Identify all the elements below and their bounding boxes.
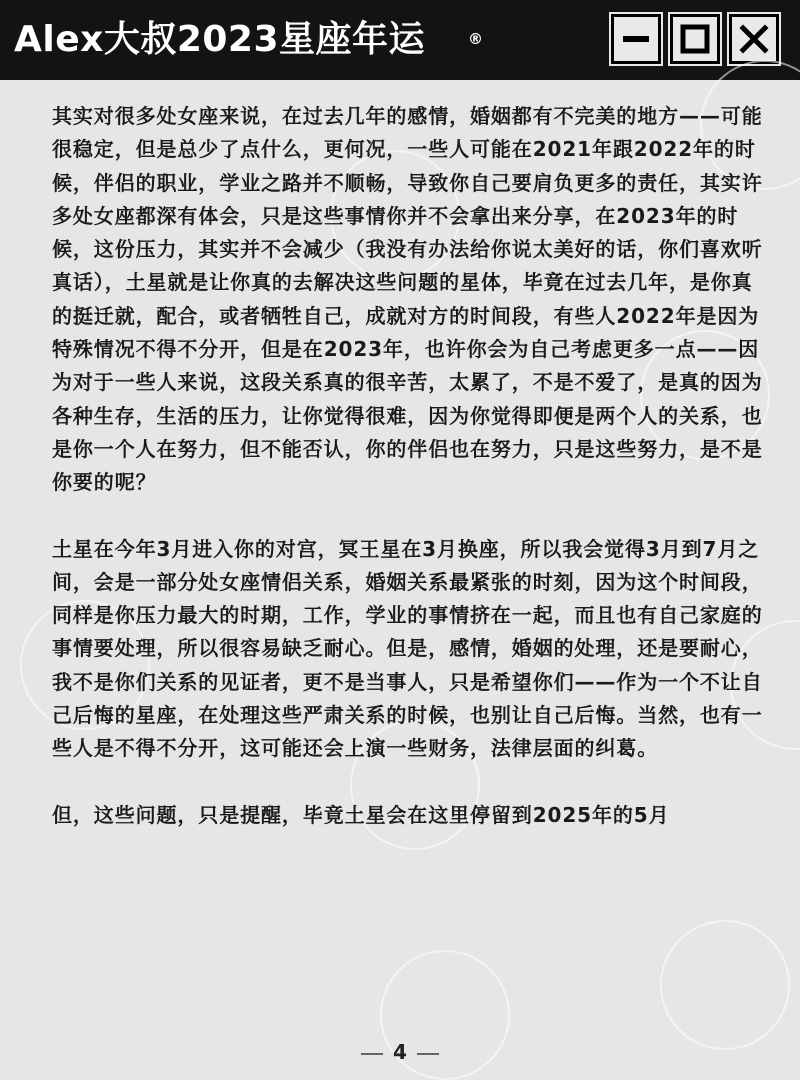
footer-dash-right: [417, 1053, 439, 1055]
close-button[interactable]: [729, 14, 779, 64]
article-body: [52, 100, 764, 832]
minimize-icon: [614, 17, 658, 61]
maximize-icon: [673, 17, 717, 61]
paragraph: 土星在今年3月进入你的对宫，冥王星在3月换座，所以我会觉得3月到7月之间，会是一部分处女座情侣关系，婚姻关系最紧张的时刻，因为这个时间段，同样是你压力最大的时期，工作，学业的事情挤在一起，而且也有自己家庭的事情要处理，所以很容易缺乏耐心。但是，感情，婚姻的处理，还是要耐心，我不是你们关系的见证者，更不是当事人，只是希望你们——作为一个不让自己后悔的星座，在处理这些严肃关系的时候，也别让自己后悔。当然，也有一些人是不得不分开，这可能还会上演一些财务，法律层面的纠葛。: [52, 536, 763, 761]
watermark-circle: [660, 920, 790, 1050]
registered-mark: ®: [468, 30, 483, 48]
page-number: 4: [393, 1040, 407, 1064]
minimize-button[interactable]: [611, 14, 661, 64]
maximize-button[interactable]: [670, 14, 720, 64]
window-title: Alex大叔2023星座年运: [14, 19, 426, 60]
footer-dash-left: [361, 1053, 383, 1055]
paragraph: 其实对很多处女座来说，在过去几年的感情，婚姻都有不完美的地方——可能很稳定，但是总少了点什么，更何况，一些人可能在2021年跟2022年的时候，伴侣的职业，学业之路并不顺畅，导致你自己要肩负更多的责任，其实许多处女座都深有体会，只是这些事情你并不会拿出来分享，在2023年的时候，这份压力，其实并不会减少（我没有办法给你说太美好的话，你们喜欢听真话），土星就是让你真的去解决这些问题的星体，毕竟在过去几年，是你真的挺迁就，配合，或者牺牲自己，成就对方的时间段，有些人2022年是因为特殊情况不得不分开，但是在2023年，也许你会为自己考虑更多一点——因为对于一些人来说，这段关系真的很辛苦，太累了，不是不爱了，是真的因为各种生存，生活的压力，让你觉得很难，因为你觉得即便是两个人的关系，也是你一个人在努力，但不能否认，你的伴侣也在努力，只是这些努力，是不是你要的呢？: [52, 104, 763, 495]
page-footer: [0, 1040, 800, 1064]
close-icon: [732, 17, 776, 61]
paragraph: 但，这些问题，只是提醒，毕竟土星会在这里停留到2025年的5月: [52, 802, 670, 827]
title-bar: [0, 0, 800, 80]
